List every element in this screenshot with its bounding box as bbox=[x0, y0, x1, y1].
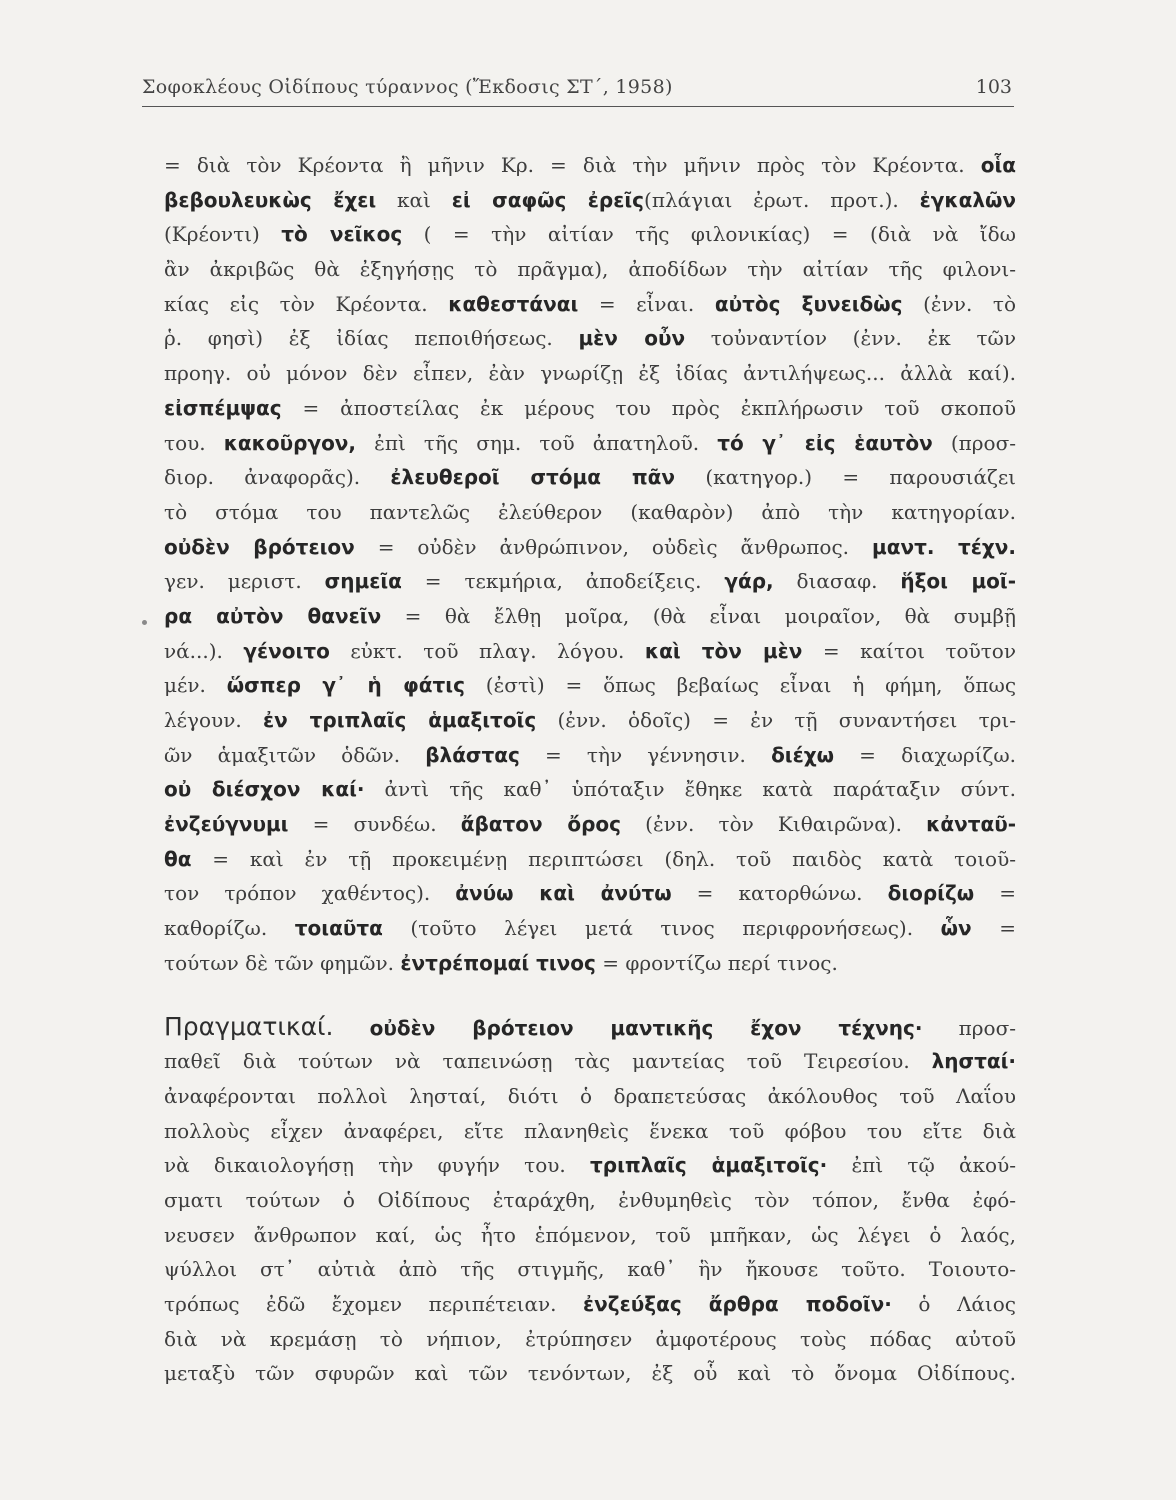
section-heading: Πραγματικαί. bbox=[164, 1011, 334, 1041]
text-run: μέν. bbox=[164, 673, 227, 698]
text-line bbox=[164, 876, 1016, 911]
text-run: παθεῖ διὰ τούτων νὰ ταπεινώσῃ τὰς μαντείας τοῦ Τειρεσίου. bbox=[164, 1049, 932, 1074]
text-run: = φροντίζω περί τινος. bbox=[595, 950, 838, 975]
text-run: = θὰ ἔλθῃ μοῖρα, (θὰ εἶναι μοιραῖον, θὰ συμβῇ bbox=[381, 603, 1016, 628]
text-line: μεταξὺ τῶν σφυρῶν καὶ τῶν τενόντων, ἐξ οὗ καὶ τὸ ὄνομα Οἰδίπους. bbox=[164, 1361, 1016, 1386]
lemma: γάρ, bbox=[724, 569, 774, 594]
lemma: ἐνζεύξας ἄρθρα ποδοῖν· bbox=[583, 1292, 892, 1316]
text-line: πολλοὺς εἶχεν ἀναφέρει, εἴτε πλανηθεὶς ἕνεκα τοῦ φόβου του εἴτε διὰ bbox=[164, 1118, 1016, 1143]
lemma: εἰσπέμψας bbox=[164, 395, 282, 420]
text-run: = διαχωρίζω. bbox=[834, 742, 1016, 767]
lemma: οἷα bbox=[980, 153, 1016, 177]
lemma: οὐδὲν βρότειον μαντικῆς ἔχον τέχνης· bbox=[369, 1015, 923, 1040]
text-run: εὐκτ. τοῦ πλαγ. λόγου. bbox=[329, 638, 645, 663]
text-run: λέγουν. bbox=[164, 708, 263, 732]
text-line bbox=[164, 217, 1016, 252]
text-line: ψύλλοι στ᾽ αὐτιὰ ἀπὸ τῆς στιγμῆς, καθ᾽ ἣν ἤκουσε τοῦτο. Τοιουτο- bbox=[164, 1257, 1016, 1282]
text-run: = εἶναι. bbox=[578, 291, 715, 316]
text-line bbox=[164, 1148, 1016, 1183]
lemma: τριπλαῖς ἁμαξιτοῖς· bbox=[590, 1153, 828, 1178]
lemma: ὥσπερ γ᾽ ἡ φάτις bbox=[226, 673, 465, 698]
text-line bbox=[164, 668, 1016, 703]
lemma: τὸ νεῖκος bbox=[281, 222, 403, 247]
lemma: λησταί· bbox=[931, 1049, 1016, 1074]
text-run: = τὴν γέννησιν. bbox=[519, 742, 772, 767]
lemma: κακοῦργον, bbox=[223, 430, 357, 455]
text-run: = καὶ ἐν τῇ προκειμένῃ περιπτώσει (δηλ. τοῦ παιδὸς κατὰ τοιοῦ- bbox=[191, 846, 1016, 871]
text-line bbox=[164, 1044, 1016, 1079]
text-run: (πλάγιαι ἐρωτ. προτ.). bbox=[644, 187, 920, 212]
text-line: διὰ νὰ κρεμάσῃ τὸ νήπιον, ἐτρύπησεν ἀμφοτέρους τοὺς πόδας αὐτοῦ bbox=[164, 1326, 1016, 1351]
text-run: (κατηγορ.) = παρουσιάζει bbox=[675, 465, 1016, 490]
text-run: = καίτοι τοῦτον bbox=[802, 638, 1016, 663]
text-run: (ἐνν. τὸν Κιθαιρῶνα). bbox=[621, 812, 927, 837]
text-run: ῥ. φησὶ) ἐξ ἰδίας πεποιθήσεως. bbox=[164, 326, 579, 351]
text-run: = κατορθώνω. bbox=[671, 881, 888, 906]
text-run: ὁ Λάιος bbox=[891, 1292, 1016, 1316]
text-run: = bbox=[971, 916, 1016, 941]
margin-dot bbox=[142, 620, 147, 625]
text-run: (ἐνν. τὸ bbox=[902, 291, 1016, 316]
text-run: = bbox=[974, 881, 1016, 906]
text-line bbox=[164, 287, 1016, 322]
lemma: ἐνζεύγνυμι bbox=[164, 812, 289, 837]
text-line bbox=[164, 564, 1016, 599]
text-run: ( = τὴν αἰτίαν τῆς φιλονικίας) = (διὰ νὰ ἴδω bbox=[402, 222, 1016, 247]
text-run: καὶ bbox=[376, 187, 452, 212]
text-run: γεν. μεριστ. bbox=[164, 569, 325, 594]
lemma: ρα αὐτὸν θανεῖν bbox=[164, 603, 382, 628]
text-line bbox=[164, 807, 1016, 842]
text-run: = διὰ τὸν Κρέοντα ἢ μῆνιν Κρ. = διὰ τὴν μῆνιν πρὸς τὸν Κρέοντα. bbox=[164, 153, 981, 177]
lemma: οὐ διέσχον καί· bbox=[164, 777, 365, 802]
text-run: ἀντὶ τῆς καθ᾽ ὑπόταξιν ἔθηκε κατὰ παράταξιν σύντ. bbox=[364, 777, 1016, 802]
lemma: ἐλευθεροῖ στόμα πᾶν bbox=[390, 465, 676, 490]
lemma: μαντ. τέχν. bbox=[871, 534, 1016, 559]
lemma: ὧν bbox=[940, 916, 972, 941]
lemma: κἀνταῦ- bbox=[926, 812, 1016, 837]
text-run: νά...). bbox=[164, 638, 244, 663]
text-run: ἐπὶ τῆς σημ. τοῦ ἀπατηλοῦ. bbox=[356, 430, 718, 455]
section-gap bbox=[164, 981, 1016, 1010]
lemma: οὐδὲν βρότειον bbox=[164, 534, 355, 559]
text-run: τον τρόπον χαθέντος). bbox=[164, 881, 456, 906]
text-line bbox=[164, 391, 1016, 426]
running-title: Σοφοκλέους Οἰδίπους τύραννος (Ἔκδοσις ΣΤ΄, 1958) bbox=[142, 76, 673, 98]
lemma: ἐν τριπλαῖς ἁμαξιτοῖς bbox=[262, 708, 537, 732]
lemma: ἥξοι μοῖ- bbox=[900, 569, 1016, 594]
text-run: ῶν ἁμαξιτῶν ὁδῶν. bbox=[164, 742, 426, 767]
text-run: = ἀποστείλας ἐκ μέρους του πρὸς ἐκπλήρωσιν τοῦ σκοποῦ bbox=[281, 395, 1016, 420]
lemma: διορίζω bbox=[887, 881, 975, 906]
lemma: θα bbox=[164, 846, 192, 871]
text-line: σματι τούτων ὁ Οἰδίπους ἐταράχθη, ἐνθυμηθεὶς τὸν τόπον, ἔνθα ἐφό- bbox=[164, 1187, 1016, 1212]
page-header bbox=[142, 72, 1014, 107]
text-run bbox=[333, 1016, 369, 1040]
text-line bbox=[164, 634, 1016, 669]
page-number: 103 bbox=[975, 76, 1012, 98]
text-run: νὰ δικαιολογήσῃ τὴν φυγήν του. bbox=[164, 1153, 591, 1178]
text-line: τὸ στόμα του παντελῶς ἐλεύθερον (καθαρὸν) ἀπὸ τὴν κατηγορίαν. bbox=[164, 499, 1016, 524]
text-line bbox=[164, 738, 1016, 773]
lemma: αὐτὸς ξυνειδὼς bbox=[714, 291, 903, 316]
text-line bbox=[164, 1287, 1016, 1322]
lemma: βλάστας bbox=[425, 742, 520, 767]
lemma: εἰ σαφῶς ἐρεῖς bbox=[451, 187, 645, 212]
text-line bbox=[164, 946, 1016, 981]
text-line bbox=[164, 842, 1016, 877]
text-line: ἂν ἀκριβῶς θὰ ἐξηγήσῃς τὸ πρᾶγμα), ἀποδίδων τὴν αἰτίαν τῆς φιλονι- bbox=[164, 257, 1016, 282]
text-line bbox=[164, 426, 1016, 461]
lemma: ἐντρέπομαί τινος bbox=[400, 950, 596, 975]
text-run: (ἐστὶ) = ὅπως βεβαίως εἶναι ἡ φήμη, ὅπως bbox=[464, 673, 1016, 698]
text-line bbox=[164, 460, 1016, 495]
text-run: τοὐναντίον (ἐνν. ἐκ τῶν bbox=[685, 326, 1016, 351]
text-line bbox=[164, 1010, 1016, 1045]
lemma: τοιαῦτα bbox=[294, 916, 383, 941]
text-run: = οὐδὲν ἀνθρώπινον, οὐδεὶς ἄνθρωπος. bbox=[354, 534, 872, 559]
text-line bbox=[164, 183, 1016, 218]
text-run: κίας εἰς τὸν Κρέοντα. bbox=[164, 291, 449, 316]
text-run: του. bbox=[164, 430, 224, 455]
text-line bbox=[164, 148, 1016, 183]
lemma: ἐγκαλῶν bbox=[919, 187, 1016, 212]
text-run: καθορίζω. bbox=[164, 916, 295, 941]
text-run: διορ. ἀναφορᾶς). bbox=[164, 465, 391, 490]
text-run: (ἐνν. ὁδοῖς) = ἐν τῇ συναντήσει τρι- bbox=[536, 708, 1016, 732]
lemma: ἀνύω καὶ ἀνύτω bbox=[455, 881, 672, 906]
text-line bbox=[164, 911, 1016, 946]
lemma: βεβουλευκὼς ἔχει bbox=[164, 187, 377, 212]
text-line: νευσεν ἄνθρωπον καί, ὡς ἦτο ἑπόμενον, τοῦ μπῆκαν, ὡς λέγει ὁ λαός, bbox=[164, 1222, 1016, 1247]
lemma: σημεῖα bbox=[324, 569, 402, 594]
lemma: καὶ τὸν μὲν bbox=[644, 638, 803, 663]
lemma: ἄβατον ὄρος bbox=[460, 812, 622, 837]
text-line bbox=[164, 530, 1016, 565]
page-body bbox=[164, 148, 1016, 1391]
text-line: ἀναφέρονται πολλοὶ λησταί, διότι ὁ δραπετεύσας ἀκόλουθος τοῦ Λαΐου bbox=[164, 1083, 1016, 1108]
text-run: ἐπὶ τῷ ἀκού- bbox=[827, 1153, 1016, 1178]
text-line bbox=[164, 321, 1016, 356]
text-line: προηγ. οὐ μόνον δὲν εἶπεν, ἐὰν γνωρίζῃ ἐξ ἰδίας ἀντιλήψεως... ἀλλὰ καί). bbox=[164, 361, 1016, 386]
text-run: = τεκμήρια, ἀποδείξεις. bbox=[401, 569, 725, 594]
lemma: τό γ᾽ εἰς ἑαυτὸν bbox=[717, 430, 933, 455]
text-run: = συνδέω. bbox=[288, 812, 461, 837]
lemma: διέχω bbox=[771, 742, 835, 767]
text-run: (Κρέοντι) bbox=[164, 222, 282, 247]
lemma: καθεστάναι bbox=[448, 291, 579, 316]
text-line bbox=[164, 703, 1016, 738]
lemma: μὲν οὖν bbox=[578, 326, 686, 351]
lemma: γένοιτο bbox=[243, 638, 330, 663]
text-run: (τοῦτο λέγει μετά τινος περιφρονήσεως). bbox=[382, 916, 941, 941]
text-line bbox=[164, 599, 1016, 634]
text-run: τρόπως ἐδῶ ἔχομεν περιπέτειαν. bbox=[164, 1292, 584, 1316]
text-run: (προσ- bbox=[932, 430, 1016, 455]
text-run: προσ- bbox=[922, 1015, 1016, 1040]
text-line bbox=[164, 772, 1016, 807]
text-run: τούτων δὲ τῶν φημῶν. bbox=[164, 950, 401, 975]
text-run: διασαφ. bbox=[773, 569, 901, 594]
